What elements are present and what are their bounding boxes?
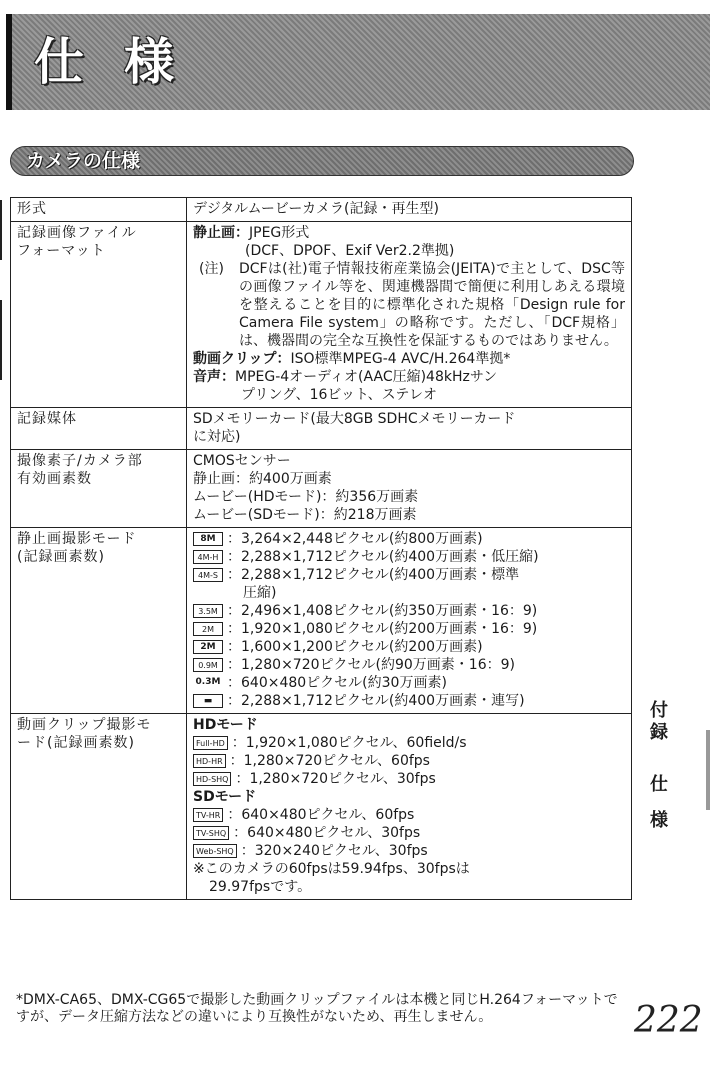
mode-text: ：2,288×1,712ピクセル(約400万画素・標準: [227, 567, 520, 583]
side-tab-char: 付: [650, 700, 668, 721]
full-hd-icon: Full-HD: [193, 736, 228, 750]
table-row: [11, 222, 632, 408]
label-line: 撮像素子/カメラ部: [17, 453, 143, 469]
mode-text: ：1,920×1,080ピクセル(約200万画素・16：9): [227, 621, 538, 637]
row-value: デジタルムービーカメラ(記録・再生型): [187, 198, 632, 222]
mode-text: ：1,920×1,080ピクセル、60field/s: [231, 735, 467, 751]
row-value: [187, 450, 632, 528]
note-mark: (注): [199, 261, 224, 277]
movie-mode-item: [193, 824, 625, 842]
hd-hr-icon: HD-HR: [193, 754, 226, 768]
mode-text: ：2,496×1,408ピクセル(約350万画素・16：9): [227, 603, 538, 619]
mode-text: ：1,280×720ピクセル(約90万画素・16：9): [227, 657, 515, 673]
sd-mode-title-text: SDモード: [193, 789, 257, 805]
size-4m-h-icon: 4M-H: [193, 550, 223, 564]
still-format-label: 静止画：: [193, 225, 249, 241]
mode-text: 圧縮): [243, 585, 277, 601]
sensor-line: ムービー(SDモード)：約218万画素: [193, 507, 417, 523]
still-format-value: JPEG形式: [249, 225, 310, 241]
audio-format-value: MPEG-4オーディオ(AAC圧縮)48kHzサン: [235, 369, 498, 385]
audio-format-value2: プリング、16ビット、ステレオ: [241, 387, 438, 403]
label-line: 静止画撮影モード: [17, 531, 137, 547]
audio-format-label: 音声：: [193, 369, 235, 385]
mode-text: ：2,288×1,712ピクセル(約400万画素・低圧縮): [227, 549, 539, 565]
hd-shq-icon: HD-SHQ: [193, 772, 231, 786]
row-label: 形式: [11, 198, 187, 222]
continuous-shot-icon: ▬: [193, 694, 223, 708]
side-tab: [648, 700, 670, 832]
side-tab-char: 録: [650, 722, 668, 743]
row-label: [11, 222, 187, 408]
row-value: [187, 408, 632, 450]
side-tab-char: 様: [650, 810, 668, 831]
media-line: に対応): [193, 429, 241, 445]
fps-note: ※このカメラの60fpsは59.94fps、30fpsは: [193, 861, 470, 877]
row-value: [187, 222, 632, 408]
web-shq-icon: Web-SHQ: [193, 844, 237, 858]
audio-format: [193, 368, 625, 386]
side-tab-char: 仕: [650, 774, 668, 795]
row-label: [11, 528, 187, 714]
movie-mode-item: [193, 842, 625, 860]
table-row: [11, 714, 632, 900]
mode-text: ：640×480ピクセル、30fps: [233, 825, 421, 841]
page-title: 仕様: [34, 33, 214, 91]
still-mode-item: [193, 674, 625, 692]
size-8m-icon: 8M: [193, 532, 223, 546]
size-2m-icon: 2M: [193, 640, 223, 654]
row-value: [187, 528, 632, 714]
mode-text: ：1,600×1,200ピクセル(約200万画素): [227, 639, 483, 655]
footnote: *DMX-CA65、DMX-CG65で撮影した動画クリップファイルは本機と同じH.264フォーマットですが、データ圧縮方法などの違いにより互換性がないため、再生しません。: [16, 992, 618, 1025]
hd-mode-title: [193, 716, 625, 734]
mode-text: ：640×480ピクセル(約30万画素): [227, 675, 447, 691]
margin-mark: [0, 300, 6, 380]
movie-mode-item: [193, 770, 625, 788]
dcf-note: [193, 260, 625, 350]
spec-table: [10, 197, 632, 900]
movie-format-label: 動画クリップ：: [193, 351, 291, 367]
tv-shq-icon: TV-SHQ: [193, 826, 229, 840]
margin-mark: [0, 200, 6, 260]
still-mode-item: [193, 620, 625, 638]
sd-mode-title: [193, 788, 625, 806]
still-mode-item: [193, 638, 625, 656]
row-value: [187, 714, 632, 900]
row-label: [11, 450, 187, 528]
still-mode-item: [193, 692, 625, 710]
movie-format: [193, 350, 625, 368]
still-mode-item: [193, 584, 625, 602]
page-number: 222: [634, 1000, 703, 1041]
media-line: SDメモリーカード(最大8GB SDHCメモリーカード: [193, 411, 516, 427]
hd-mode-title-text: HDモード: [193, 717, 258, 733]
mode-text: ：1,280×720ピクセル、30fps: [235, 771, 436, 787]
mode-text: ：320×240ピクセル、30fps: [240, 843, 428, 859]
side-edge-mark: [706, 730, 710, 810]
still-format-sub: (DCF、DPOF、Exif Ver2.2準拠): [245, 243, 455, 259]
sensor-line: ムービー(HDモード)：約356万画素: [193, 489, 419, 505]
section-title: カメラの仕様: [26, 150, 141, 172]
size-3-5m-icon: 3.5M: [193, 604, 223, 618]
size-4m-s-icon: 4M-S: [193, 568, 223, 582]
still-format: [193, 224, 625, 242]
still-mode-item: [193, 548, 625, 566]
movie-mode-item: [193, 752, 625, 770]
table-row: [11, 450, 632, 528]
row-label: 記録媒体: [11, 408, 187, 450]
label-line: 記録画像ファイル: [17, 225, 137, 241]
size-2m-wide-icon: 2M: [193, 622, 223, 636]
sensor-line: CMOSセンサー: [193, 453, 291, 469]
tv-hr-icon: TV-HR: [193, 808, 223, 822]
table-row: [11, 198, 632, 222]
mode-text: ：3,264×2,448ピクセル(約800万画素): [227, 531, 483, 547]
fps-note: 29.97fpsです。: [209, 879, 312, 895]
mode-text: ：1,280×720ピクセル、60fps: [229, 753, 430, 769]
movie-mode-item: [193, 734, 625, 752]
still-mode-item: [193, 602, 625, 620]
label-line: (記録画素数): [17, 549, 105, 565]
size-0-3m-icon: 0.3M: [195, 677, 221, 687]
still-mode-item: [193, 530, 625, 548]
still-mode-item: [193, 656, 625, 674]
label-line: フォーマット: [17, 243, 106, 259]
table-row: [11, 408, 632, 450]
mode-text: ：640×480ピクセル、60fps: [227, 807, 415, 823]
label-line: 動画クリップ撮影モ: [17, 717, 152, 733]
row-label: [11, 714, 187, 900]
movie-format-value: ISO標準MPEG-4 AVC/H.264準拠*: [290, 351, 511, 367]
label-line: 有効画素数: [17, 471, 92, 487]
size-0-9m-icon: 0.9M: [193, 658, 223, 672]
sensor-line: 静止画：約400万画素: [193, 471, 332, 487]
label-line: ード(記録画素数): [17, 735, 135, 751]
movie-mode-item: [193, 806, 625, 824]
mode-text: ：2,288×1,712ピクセル(約400万画素・連写): [227, 693, 525, 709]
table-row: [11, 528, 632, 714]
note-text: DCFは(社)電子情報技術産業協会(JEITA)で主として、DSC等の画像ファイル等を、関連機器間で簡便に利用しあえる環境を整えることを目的に標準化された規格「Design rule for Camera File system」の略称です。ただし、「DCF規格」は、機器間の完全な互換性を保証するものではありません。: [239, 261, 625, 349]
still-mode-item: [193, 566, 625, 584]
